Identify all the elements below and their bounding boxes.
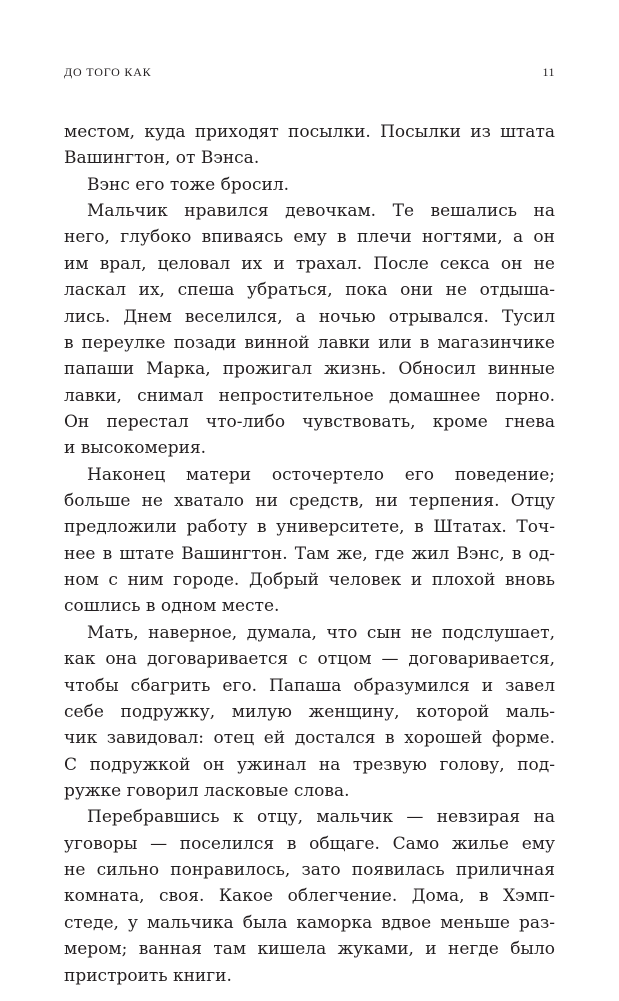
text-line: пристроить книги.	[64, 965, 232, 986]
text-line: больше не хватало ни средств, ни терпения. Отцу	[64, 491, 555, 512]
text-line: папаши Марка, прожигал жизнь. Обносил винные	[64, 359, 555, 380]
text-line: не сильно понравилось, зато появилась приличная	[64, 860, 555, 881]
text-line: в переулке позади винной лавки или в магазинчике	[64, 332, 555, 353]
text-line: нее в штате Вашингтон. Там же, где жил Вэнс, в од-	[64, 543, 555, 564]
text-line: как она договаривается с отцом — договаривается,	[64, 649, 555, 670]
text-line: Вэнс его тоже бросил.	[87, 174, 290, 195]
text-line: С подружкой он ужинал на трезвую голову, под-	[64, 754, 555, 775]
text-line: себе подружку, милую женщину, которой маль-	[64, 701, 555, 722]
text-line: ном с ним городе. Добрый человек и плохой вновь	[64, 570, 555, 591]
text-line: предложили работу в университете, в Штатах. Точ-	[64, 517, 555, 538]
text-line: Мать, наверное, думала, что сын не подслушает,	[87, 622, 555, 643]
text-line: и высокомерия.	[64, 438, 207, 459]
body-text	[64, 119, 555, 989]
text-line: им врал, целовал их и трахал. После секса он не	[64, 253, 555, 274]
text-line: уговоры — поселился в общаге. Само жилье ему	[64, 833, 555, 854]
text-line: него, глубоко впиваясь ему в плечи ногтями, а он	[64, 227, 555, 248]
text-line: Вашингтон, от Вэнса.	[64, 148, 260, 169]
paragraph	[64, 172, 555, 198]
paragraph	[64, 462, 555, 620]
text-line: сошлись в одном месте.	[64, 596, 280, 617]
running-header	[64, 64, 555, 80]
paragraph	[64, 119, 555, 172]
text-line: Перебравшись к отцу, мальчик — невзирая на	[87, 807, 555, 828]
text-line: Мальчик нравился девочкам. Те вешались на	[87, 201, 555, 222]
text-line: лись. Днем веселился, а ночью отрывался. Тусил	[64, 306, 555, 327]
page-number: 11	[542, 65, 555, 79]
text-line: лавки, снимал непростительное домашнее порно.	[64, 385, 555, 406]
paragraph	[64, 198, 555, 462]
text-line: чик завидовал: отец ей достался в хорошей форме.	[64, 728, 555, 749]
text-line: ласкал их, спеша убраться, пока они не отдыша-	[64, 280, 555, 301]
text-line: чтобы сбагрить его. Папаша образумился и завел	[64, 675, 555, 696]
running-title: ДО ТОГО КАК	[64, 65, 152, 79]
text-line: стеде, у мальчика была каморка вдвое меньше раз-	[64, 912, 555, 933]
paragraph	[64, 804, 555, 989]
text-line: ружке говорил ласковые слова.	[64, 780, 350, 801]
text-line: комната, своя. Какое облегчение. Дома, в Хэмп-	[64, 886, 555, 907]
text-line: Он перестал что-либо чувствовать, кроме гнева	[64, 411, 555, 432]
text-line: местом, куда приходят посылки. Посылки из штата	[64, 122, 555, 142]
text-line: Наконец матери осточертело его поведение;	[87, 464, 555, 485]
text-line: мером; ванная там кишела жуками, и негде было	[64, 939, 555, 960]
paragraph	[64, 620, 555, 805]
